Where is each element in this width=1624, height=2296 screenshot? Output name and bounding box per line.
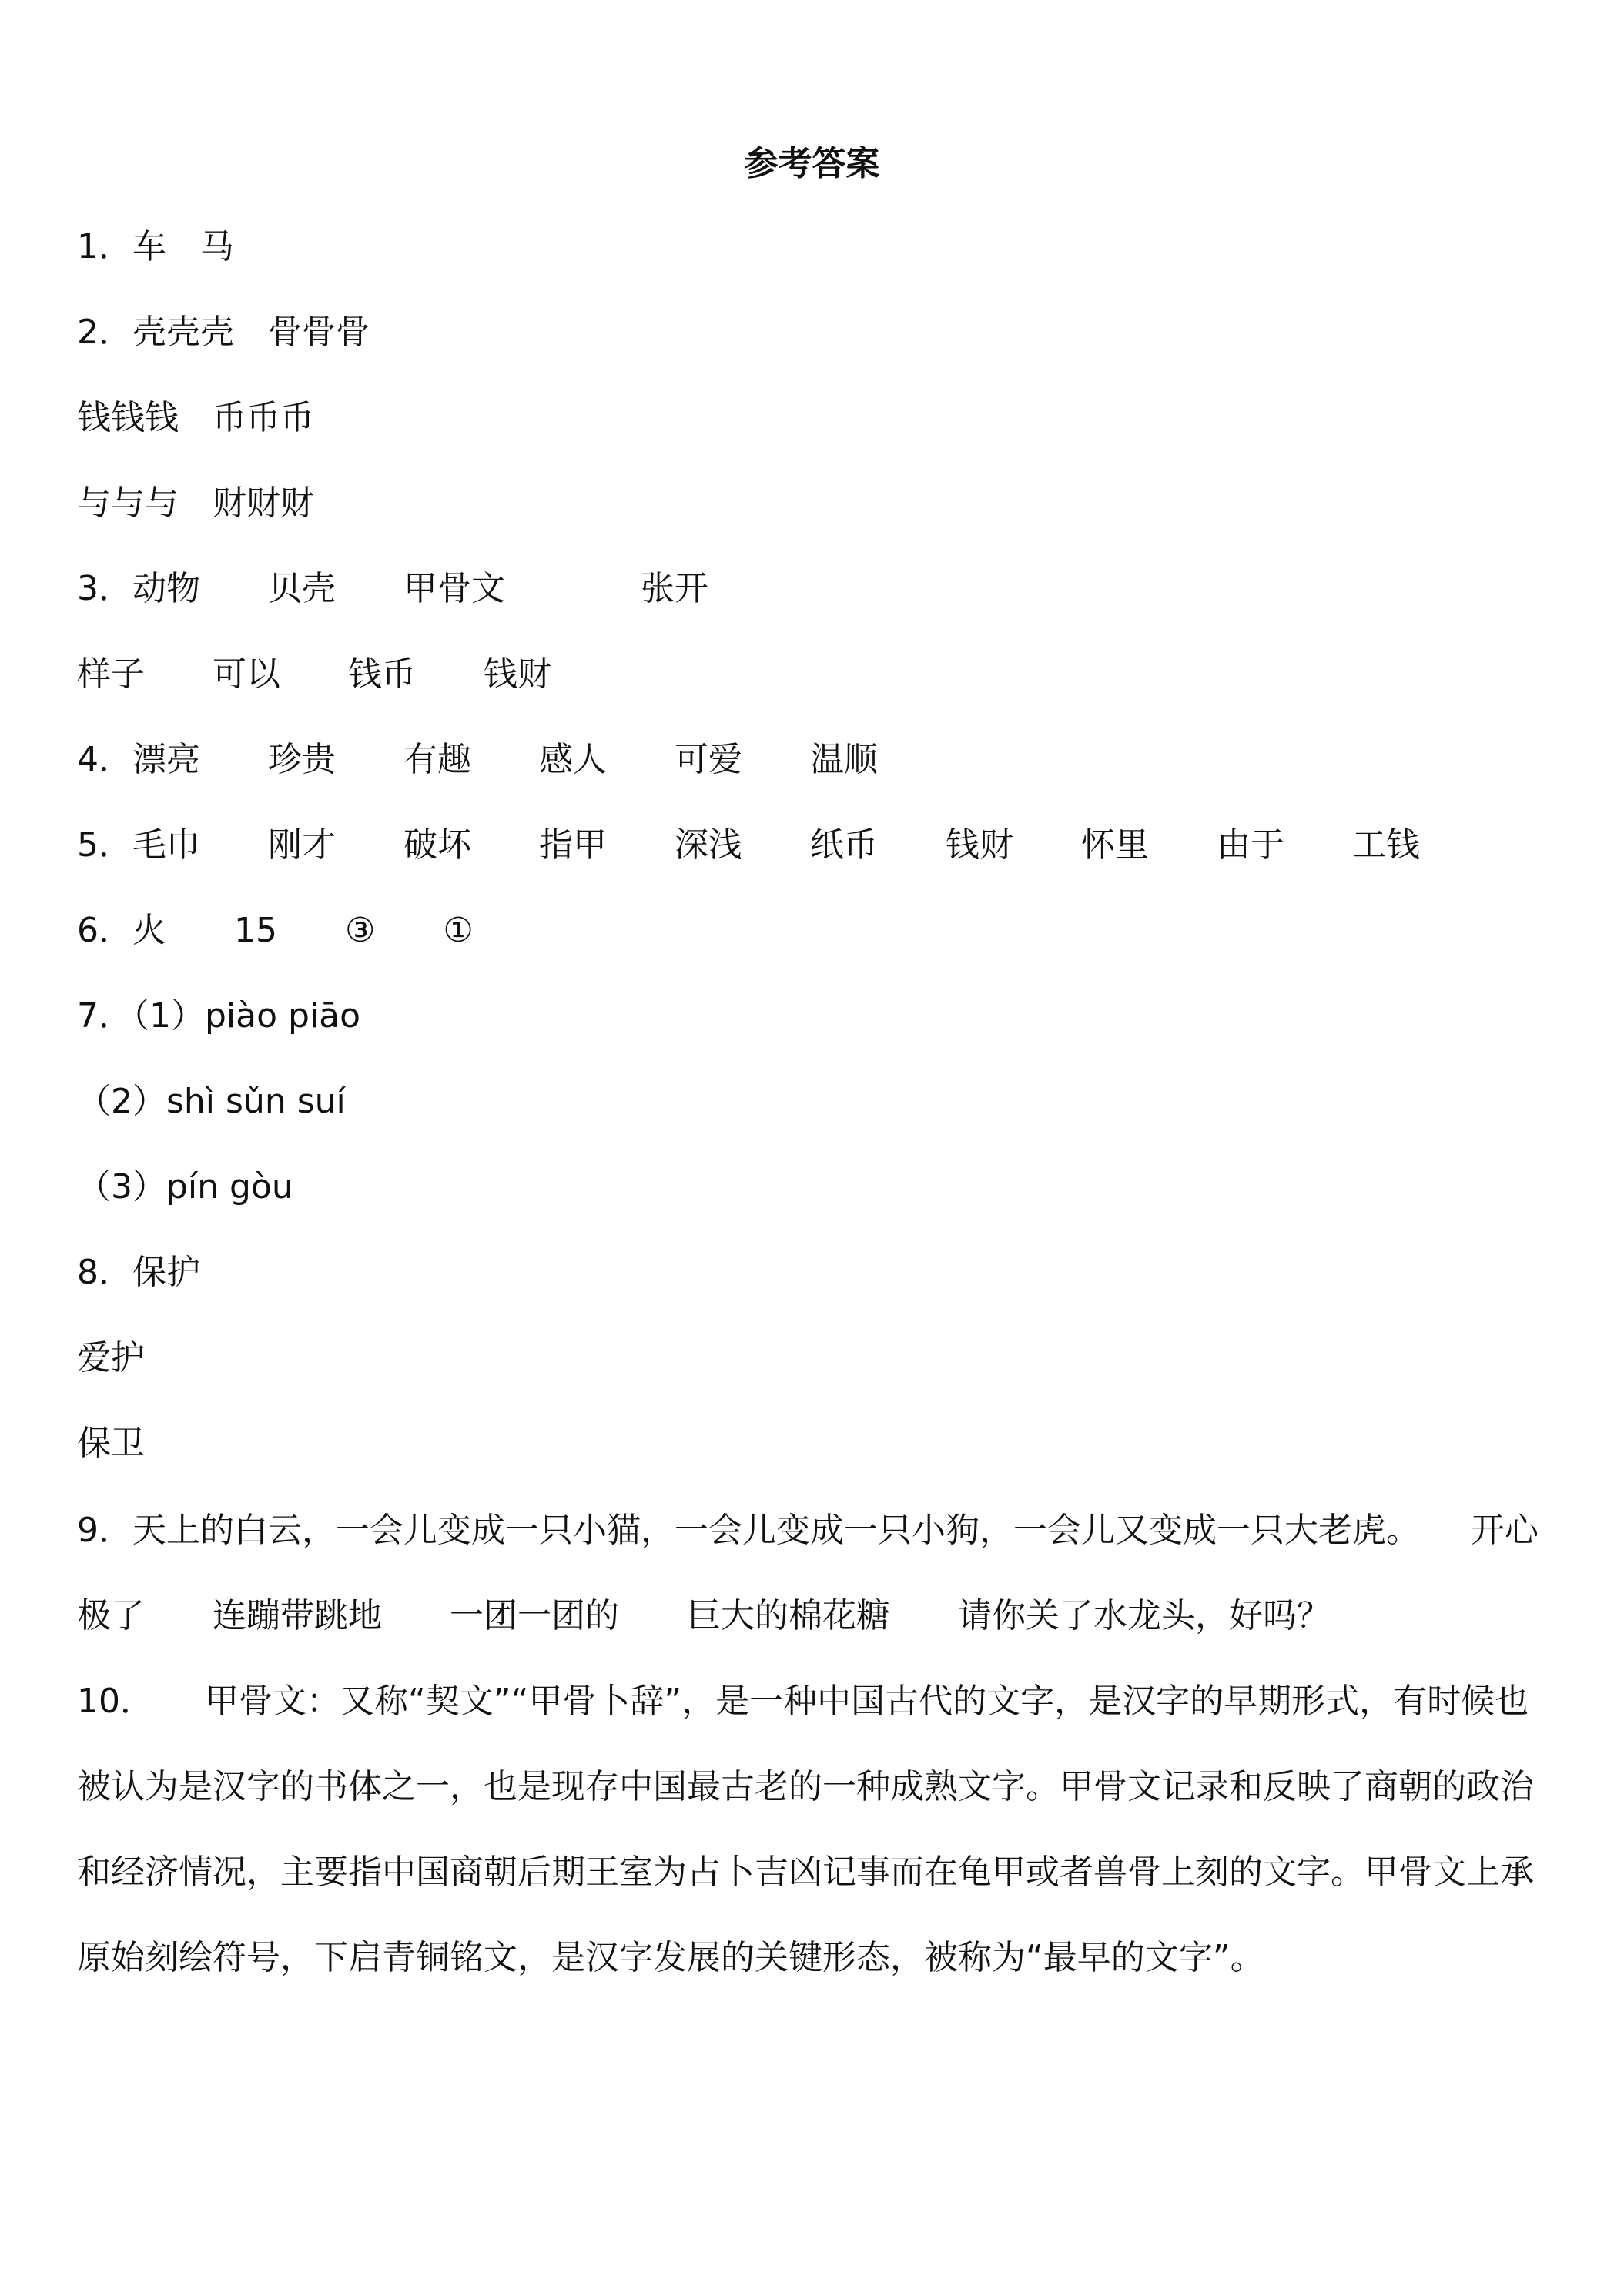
answer-7-line-2: （2）shì sǔn suí [77,1082,346,1121]
answer-7-line-1: 7．（1）piào piāo [77,996,361,1036]
answer-4-line: 4．漂亮 珍贵 有趣 感人 可爱 温顺 [77,740,878,779]
answer-5-line: 5．毛巾 刚才 破坏 指甲 深浅 纸币 钱财 怀里 由于 工钱 [77,825,1420,865]
answer-8-line-3: 保卫 [77,1424,145,1463]
answer-8-line-1: 8．保护 [77,1253,200,1292]
answer-6-line: 6．火 15 ③ ① [77,911,474,950]
answer-9-paragraph: 9．天上的白云，一会儿变成一只小猫，一会儿变成一只小狗，一会儿又变成一只大老虎。 开心极了 连蹦带跳地 一团一团的 巨大的棉花糖 请你关了水龙头，好吗？ [77,1511,1539,1635]
answer-2-line-3: 与与与 财财财 [77,484,314,523]
answer-3-line-1: 3．动物 贝壳 甲骨文 张开 [77,569,708,608]
answer-2-line-2: 钱钱钱 币币币 [77,398,314,437]
answer-10-paragraph: 10． 甲骨文：又称“契文”“甲骨卜辞”，是一种中国古代的文字，是汉字的早期形式，有时候也被认为是汉字的书体之一，也是现存中国最古老的一种成熟文字。甲骨文记录和反映了商朝的政治和经济情况，主要指中国商朝后期王室为占卜吉凶记事而在龟甲或者兽骨上刻的文字。甲骨文上承原始刻绘符号，下启青铜铭文，是汉字发展的关键形态，被称为“最早的文字”。 [77,1682,1534,1977]
answer-8-line-2: 爱护 [77,1338,145,1377]
answer-2-line-1: 2．壳壳壳 骨骨骨 [77,313,370,352]
answer-1-line: 1．车 马 [77,227,234,266]
answer-3-line-2: 样子 可以 钱币 钱财 [77,654,551,694]
page-title: 参考答案 [744,144,880,183]
answer-7-line-3: （3）pín gòu [77,1167,293,1207]
